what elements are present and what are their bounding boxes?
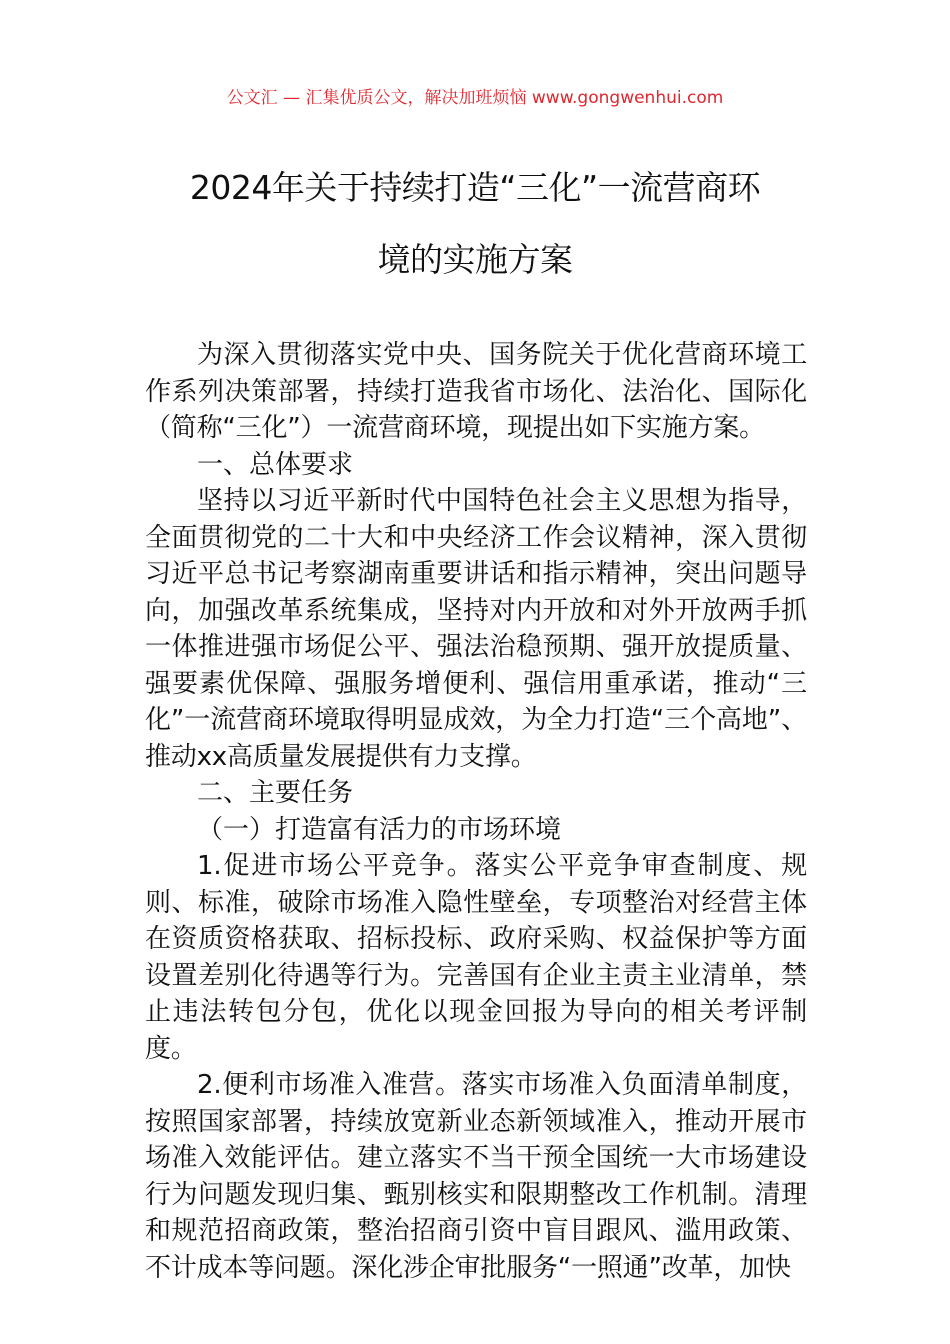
document-body <box>145 337 807 1286</box>
document-title <box>140 152 810 296</box>
subsection-heading-market: （一）打造富有活力的市场环境 <box>197 814 562 845</box>
section-body-general: 坚持以习近平新时代中国特色社会主义思想为指导，全面贯彻党的二十大和中央经济工作会议精神，深入贯彻习近平总书记考察湖南重要讲话和指示精神，突出问题导向，加强改革系统集成，坚持对内开放和对外开放两手抓一体推进强市场促公平、强法治稳预期、强开放提质量、强要素优保障、强服务增便利、强信用重承诺，推动“三化”一流营商环境取得明显成效，为全力打造“三个高地”、推动xx高质量发展提供有力支撑。 <box>145 486 807 772</box>
intro-paragraph: 为深入贯彻落实党中央、国务院关于优化营商环境工作系列决策部署，持续打造我省市场化、法治化、国际化（简称“三化”）一流营商环境，现提出如下实施方案。 <box>145 340 807 443</box>
watermark-banner: 公文汇 — 汇集优质公文，解决加班烦恼 www.gongwenhui.com <box>226 88 724 108</box>
task-item-1: 1.促进市场公平竞争。落实公平竞争审查制度、规则、标准，破除市场准入隐性壁垒，专项整治对经营主体在资质资格获取、招标投标、政府采购、权益保护等方面设置差别化待遇等行为。完善国有企业主责主业清单，禁止违法转包分包，优化以现金回报为导向的相关考评制度。 <box>145 851 807 1064</box>
section-heading-general: 一、总体要求 <box>197 449 354 480</box>
title-line-1: 2024年关于持续打造“三化”一流营商环 <box>189 168 761 207</box>
task-item-2: 2.便利市场准入准营。落实市场准入负面清单制度，按照国家部署，持续放宽新业态新领域准入，推动开展市场准入效能评估。建立落实不当干预全国统一大市场建设行为问题发现归集、甄别核实和限期整改工作机制。清理和规范招商政策，整治招商引资中盲目跟风、滥用政策、不计成本等问题。深化涉企审批服务“一照通”改革，加快 <box>145 1070 807 1283</box>
section-heading-tasks: 二、主要任务 <box>197 778 354 808</box>
title-line-2: 境的实施方案 <box>377 240 573 279</box>
